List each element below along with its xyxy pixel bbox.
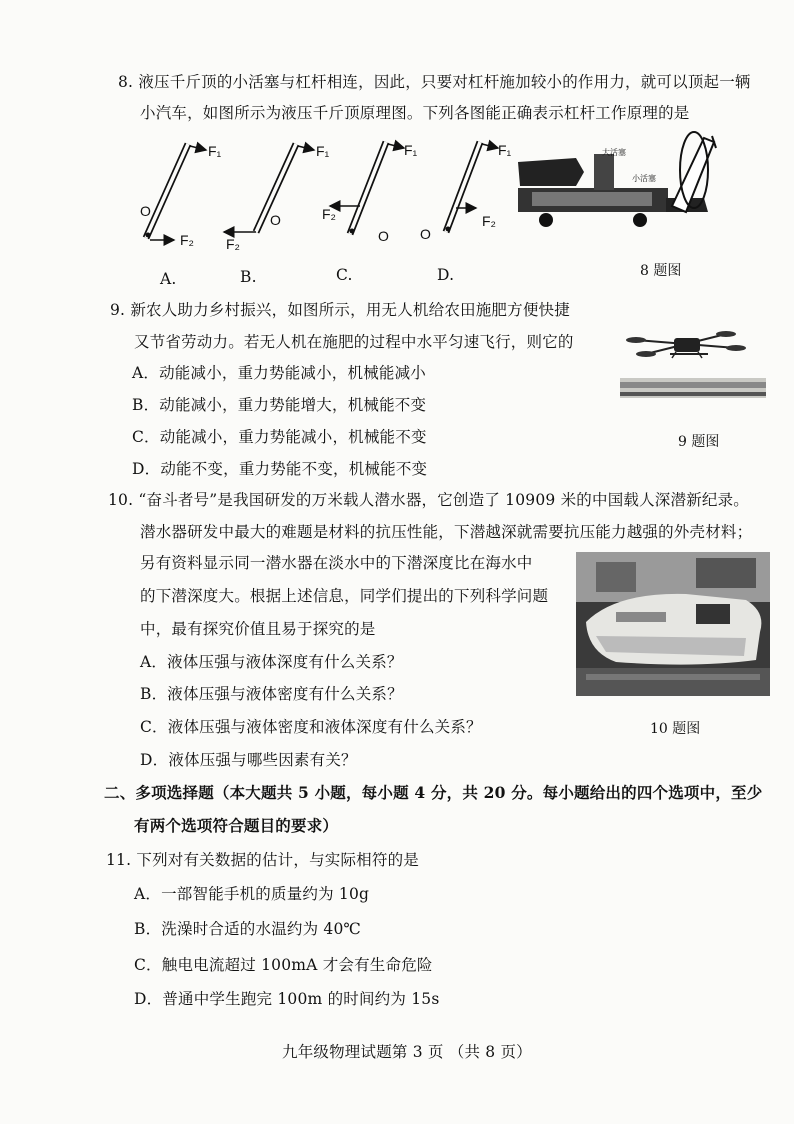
section2-heading-line1: 二、多项选择题（本大题共 5 小题，每小题 4 分，共 20 分。每小题给出的四个选项中，至少 [104,783,763,802]
q10-line4: 的下潜深度大。根据上述信息，同学们提出的下列科学问题 [140,587,549,605]
q10-line3: 另有资料显示同一潜水器在淡水中的下潜深度比在海水中 [140,554,533,572]
q8-line2: 小汽车，如图所示为液压千斤顶原理图。下列各图能正确表示杠杆工作原理的是 [140,104,690,122]
lever-c [330,142,404,234]
q9-option-b: B．动能减小，重力势能增大，机械能不变 [132,396,427,414]
q9-line1: 9. 新农人助力乡村振兴，如图所示，用无人机给农田施肥方便快捷 [110,301,570,319]
lever-a-pivot: O [140,203,151,219]
lever-d-f1: F₁ [498,142,512,158]
lever-b-f2: F₂ [226,236,240,252]
jack-label-big-piston: 大活塞 [602,148,626,157]
lever-d-pivot: O [420,226,431,242]
q10-line2: 潜水器研发中最大的难题是材料的抗压性能，下潜越深就需要抗压能力越强的外壳材料； [140,523,753,541]
lever-d-f2: F₂ [482,213,496,229]
q9-option-d: D．动能不变，重力势能不变，机械能不变 [132,460,428,478]
q10-option-b: B．液体压强与液体密度有什么关系？ [140,685,403,703]
lever-c-pivot: O [378,228,389,244]
q9-figure-caption: 9 题图 [678,434,720,450]
submersible-photo [576,552,770,696]
lever-c-f1: F₁ [404,142,418,158]
section2-heading-line2: 有两个选项符合题目的要求） [134,816,339,835]
lever-b-f1: F₁ [316,143,330,159]
lever-c-f2: F₂ [322,206,336,222]
q10-figure-caption: 10 题图 [650,721,701,737]
q10-option-d: D．液体压强与哪些因素有关？ [140,751,357,769]
q10-option-c: C．液体压强与液体密度和液体深度有什么关系？ [140,718,482,736]
q8-option-d: D. [437,266,455,284]
q8-option-b: B. [240,268,257,286]
q9-option-a: A．动能减小，重力势能减小，机械能减小 [132,364,426,382]
q11-option-d: D．普通中学生跑完 100m 的时间约为 15s [134,990,440,1008]
q10-line1: 10. “奋斗者号”是我国研发的万米载人潜水器，它创造了 10909 米的中国载人深潜新纪录。 [108,491,749,509]
lever-b [224,144,314,232]
q11-option-a: A．一部智能手机的质量约为 10g [134,885,370,903]
lever-b-pivot: O [270,212,281,228]
q11-option-c: C．触电电流超过 100mA 才会有生命危险 [134,956,433,974]
drone-photo [618,318,768,410]
page-footer: 九年级物理试题第 3 页 （共 8 页） [282,1043,532,1061]
jack-label-small-piston: 小活塞 [632,174,656,183]
q8-figure-caption: 8 题图 [640,263,682,279]
lever-a [146,144,207,240]
q9-line2: 又节省劳动力。若无人机在施肥的过程中水平匀速飞行，则它的 [134,333,574,351]
q8-line1: 8. 液压千斤顶的小活塞与杠杆相连，因此，只要对杠杆施加较小的作用力，就可以顶起一辆 [118,73,751,91]
q10-line5: 中，最有探究价值且易于探究的是 [140,620,376,638]
q11-stem: 11. 下列对有关数据的估计，与实际相符的是 [106,851,419,869]
q8-option-c: C. [336,266,353,284]
q9-option-c: C．动能减小，重力势能减小，机械能不变 [132,428,427,446]
q10-option-a: A．液体压强与液体深度有什么关系？ [140,653,403,671]
q8-option-a: A. [160,270,177,288]
lever-a-f1: F₁ [208,143,222,159]
lever-a-f2: F₂ [180,232,194,248]
q11-option-b: B．洗澡时合适的水温约为 40℃ [134,920,362,938]
hydraulic-jack-photo [516,128,720,232]
